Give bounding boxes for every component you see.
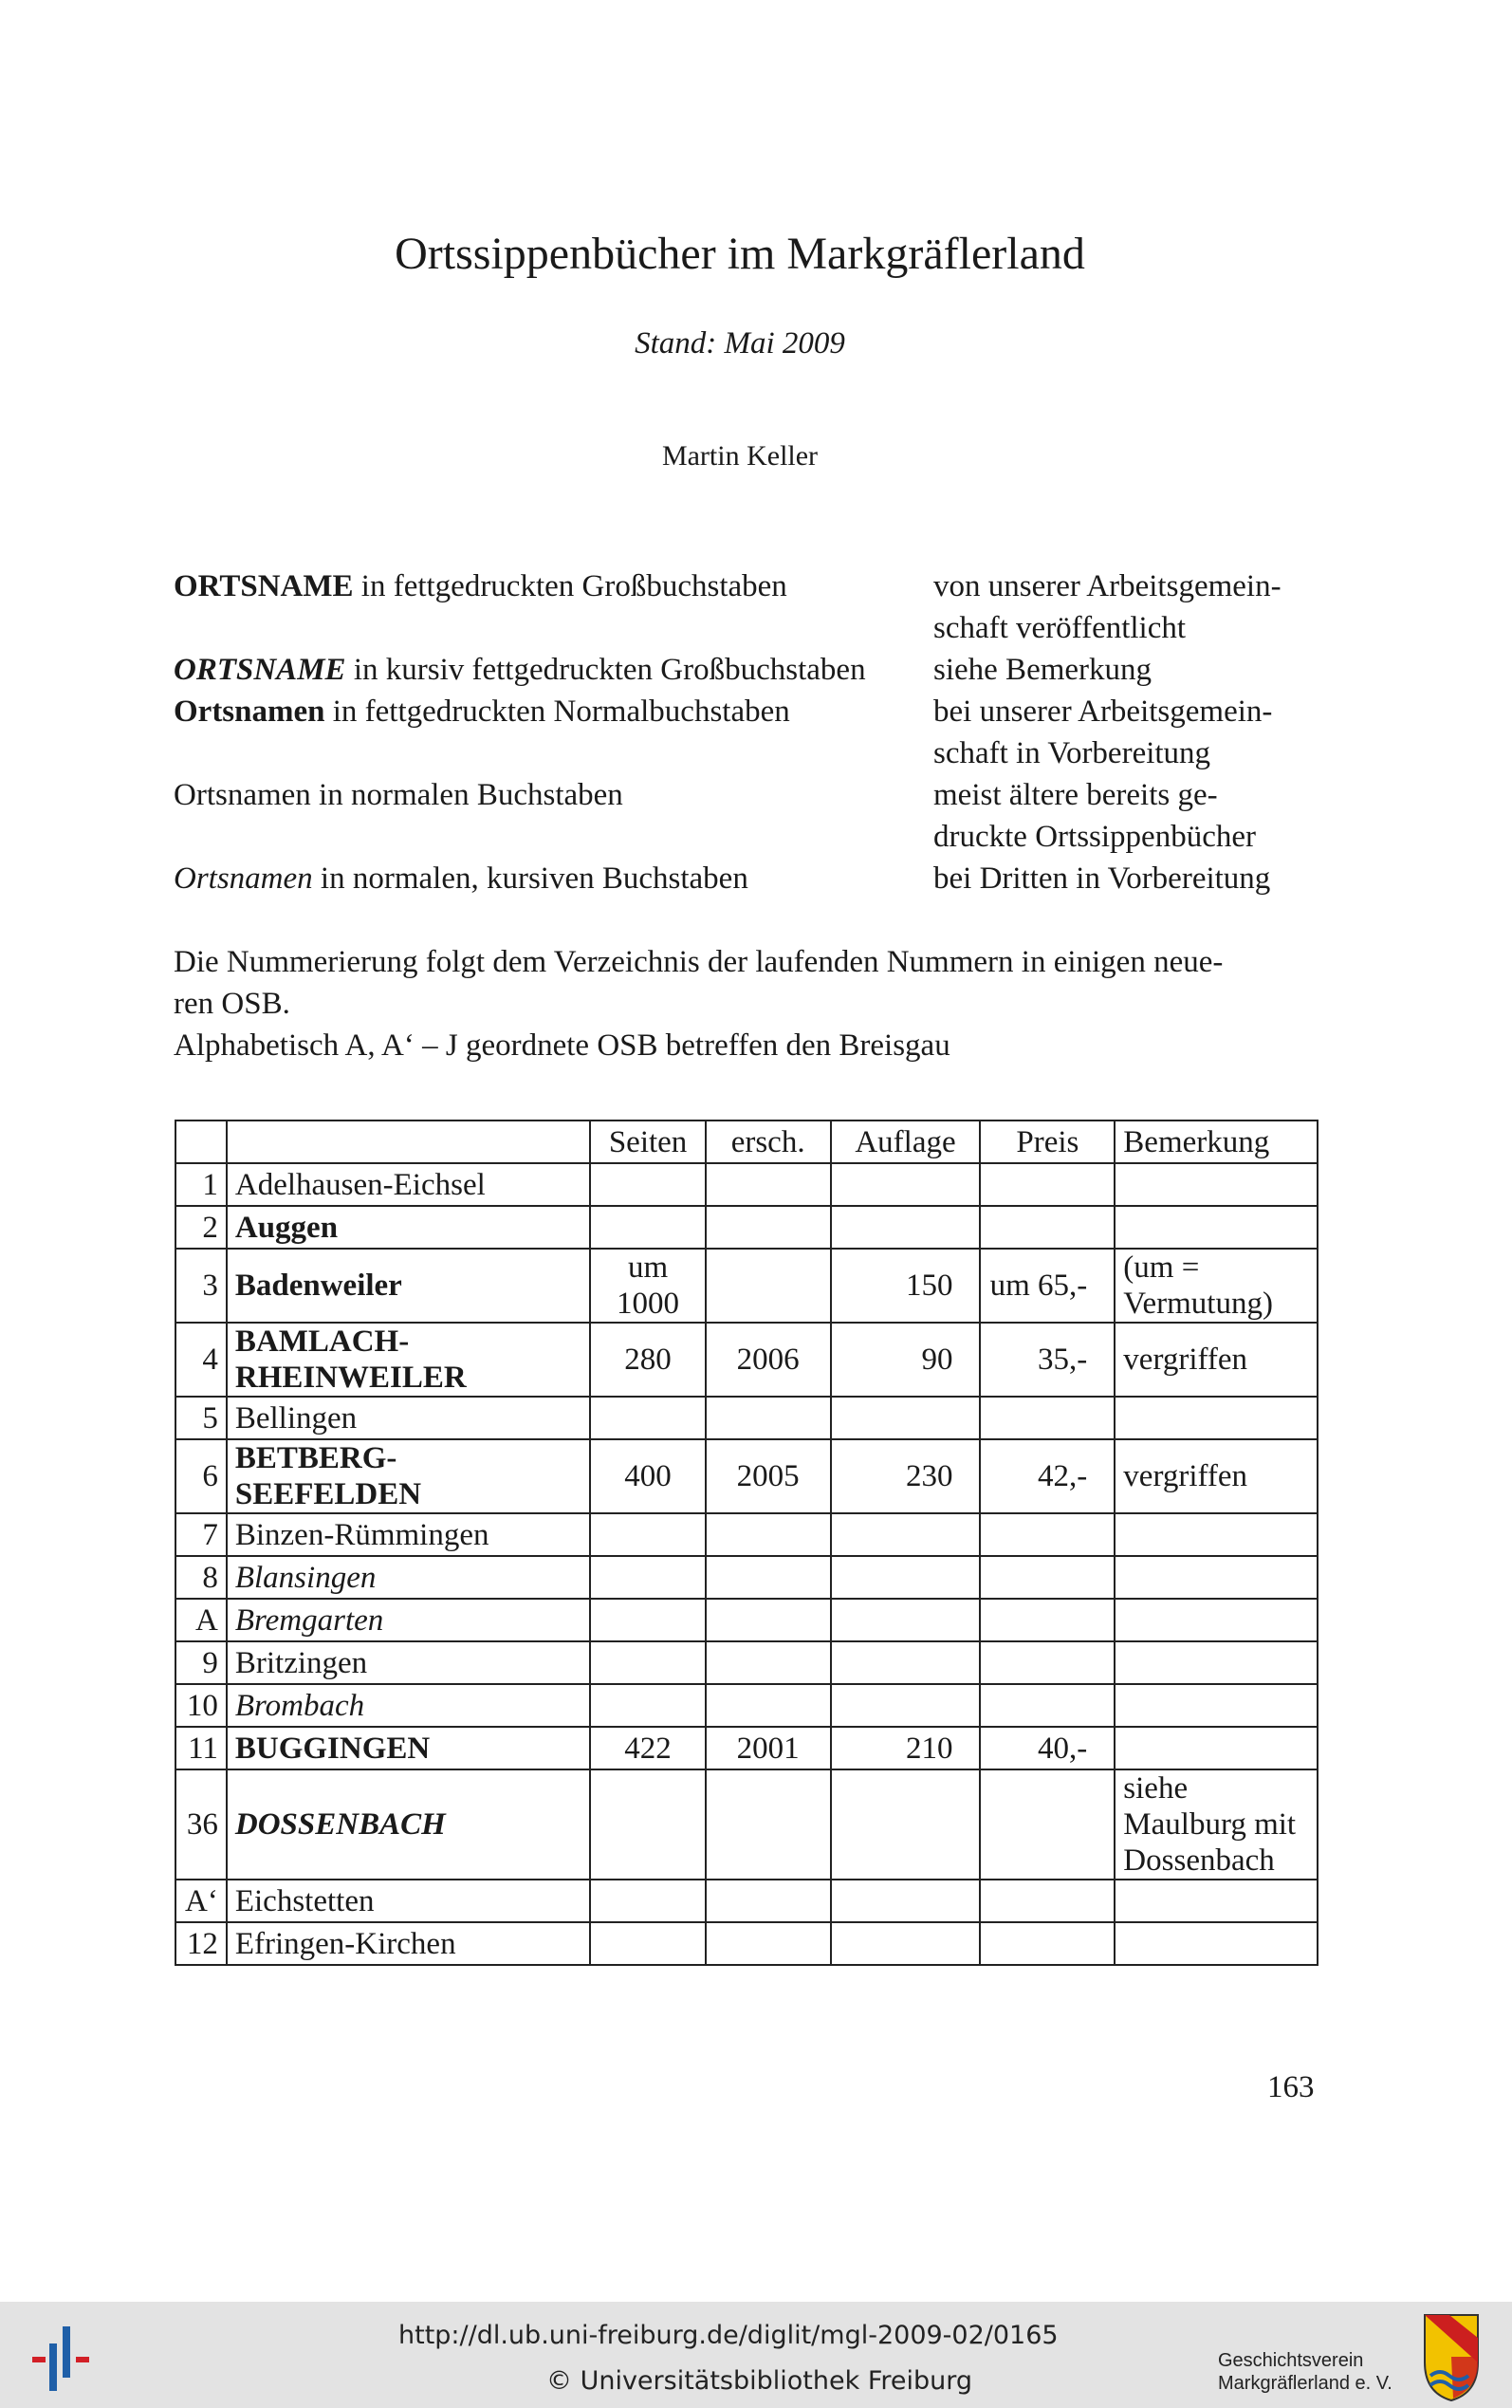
seiten-cell: 422 bbox=[590, 1727, 705, 1769]
preis-cell bbox=[980, 1880, 1115, 1922]
ersch-cell bbox=[706, 1556, 831, 1599]
page-number: 163 bbox=[1267, 2070, 1315, 2104]
ersch-cell bbox=[706, 1249, 831, 1323]
auflage-cell bbox=[831, 1599, 981, 1641]
auflage-cell: 210 bbox=[831, 1727, 981, 1769]
crest-icon bbox=[1421, 2309, 1482, 2404]
table-row bbox=[175, 1599, 1318, 1641]
row-number: 5 bbox=[175, 1397, 227, 1439]
legend-text: in fettgedruckten Normalbuchstaben bbox=[324, 695, 790, 729]
seiten-cell bbox=[590, 1163, 705, 1206]
ersch-cell bbox=[706, 1206, 831, 1249]
table-row bbox=[175, 1513, 1318, 1556]
header-preis: Preis bbox=[980, 1121, 1115, 1163]
auflage-cell bbox=[831, 1513, 981, 1556]
auflage-cell: 230 bbox=[831, 1439, 981, 1513]
preis-cell bbox=[980, 1922, 1115, 1965]
place-name: Brombach bbox=[227, 1684, 590, 1727]
place-name: Auggen bbox=[227, 1206, 590, 1249]
auflage-cell bbox=[831, 1922, 981, 1965]
table-row bbox=[175, 1769, 1318, 1880]
table-row bbox=[175, 1206, 1318, 1249]
place-name: Binzen-Rümmingen bbox=[227, 1513, 590, 1556]
row-number: 4 bbox=[175, 1323, 227, 1397]
table-row bbox=[175, 1641, 1318, 1684]
auflage-cell bbox=[831, 1684, 981, 1727]
table-row bbox=[175, 1880, 1318, 1922]
bemerkung-cell bbox=[1115, 1922, 1318, 1965]
table-row bbox=[175, 1163, 1318, 1206]
seiten-cell bbox=[590, 1769, 705, 1880]
bemerkung-cell bbox=[1115, 1513, 1318, 1556]
auflage-cell bbox=[831, 1397, 981, 1439]
seiten-cell bbox=[590, 1599, 705, 1641]
preis-cell bbox=[980, 1163, 1115, 1206]
row-number: 2 bbox=[175, 1206, 227, 1249]
bemerkung-cell bbox=[1115, 1880, 1318, 1922]
seiten-cell bbox=[590, 1556, 705, 1599]
preis-cell bbox=[980, 1206, 1115, 1249]
legend-row-1-left bbox=[174, 565, 787, 607]
place-name: Badenweiler bbox=[227, 1249, 590, 1323]
bemerkung-cell: (um = Vermutung) bbox=[1115, 1249, 1318, 1323]
ersch-cell bbox=[706, 1163, 831, 1206]
preis-cell: 40,- bbox=[980, 1727, 1115, 1769]
numbering-note-line-2: ren OSB. bbox=[174, 987, 290, 1021]
preis-cell bbox=[980, 1641, 1115, 1684]
ersch-cell bbox=[706, 1397, 831, 1439]
place-name: Britzingen bbox=[227, 1641, 590, 1684]
preis-cell: 42,- bbox=[980, 1439, 1115, 1513]
auflage-cell bbox=[831, 1206, 981, 1249]
bemerkung-cell: siehe Maulburg mit Dossenbach bbox=[1115, 1769, 1318, 1880]
row-number: 1 bbox=[175, 1163, 227, 1206]
auflage-cell: 150 bbox=[831, 1249, 981, 1323]
bemerkung-cell bbox=[1115, 1397, 1318, 1439]
row-number: 6 bbox=[175, 1439, 227, 1513]
place-name: Adelhausen-Eichsel bbox=[227, 1163, 590, 1206]
preis-cell bbox=[980, 1397, 1115, 1439]
auflage-cell bbox=[831, 1880, 981, 1922]
osb-table bbox=[175, 1120, 1318, 1966]
page-title: Ortssippenbücher im Markgräflerland bbox=[395, 229, 1085, 279]
row-number: A bbox=[175, 1599, 227, 1641]
ersch-cell bbox=[706, 1641, 831, 1684]
ersch-cell bbox=[706, 1880, 831, 1922]
legend-row-3-right-b: schaft in Vorbereitung bbox=[933, 736, 1211, 770]
place-name: Bremgarten bbox=[227, 1599, 590, 1641]
ersch-cell bbox=[706, 1513, 831, 1556]
bemerkung-cell bbox=[1115, 1206, 1318, 1249]
place-name: Efringen-Kirchen bbox=[227, 1922, 590, 1965]
society-line-1: Geschichtsverein bbox=[1218, 2350, 1364, 2371]
auflage-cell bbox=[831, 1556, 981, 1599]
legend-row-4-right-a: meist ältere bereits ge- bbox=[933, 778, 1218, 812]
header-seiten: Seiten bbox=[590, 1121, 705, 1163]
auflage-cell bbox=[831, 1641, 981, 1684]
legend-row-3-left bbox=[174, 691, 790, 732]
seiten-cell bbox=[590, 1641, 705, 1684]
ersch-cell bbox=[706, 1599, 831, 1641]
table-header-row bbox=[175, 1121, 1318, 1163]
place-name: Eichstetten bbox=[227, 1880, 590, 1922]
bemerkung-cell: vergriffen bbox=[1115, 1323, 1318, 1397]
source-url[interactable]: http://dl.ub.uni-freiburg.de/diglit/mgl-2009-02/0165 bbox=[398, 2321, 1059, 2350]
legend-row-4-right-b: druckte Ortssippenbücher bbox=[933, 820, 1256, 854]
place-name: BUGGINGEN bbox=[227, 1727, 590, 1769]
auflage-cell: 90 bbox=[831, 1323, 981, 1397]
table-row bbox=[175, 1922, 1318, 1965]
seiten-cell bbox=[590, 1206, 705, 1249]
seiten-cell: 400 bbox=[590, 1439, 705, 1513]
row-number: 36 bbox=[175, 1769, 227, 1880]
stand-date: Stand: Mai 2009 bbox=[635, 326, 845, 361]
legend-row-4-left: Ortsnamen in normalen Buchstaben bbox=[174, 778, 623, 812]
legend-italic-term: Ortsnamen bbox=[174, 861, 313, 896]
legend-text: in kursiv fettgedruckten Großbuchstaben bbox=[345, 653, 866, 687]
seiten-cell bbox=[590, 1880, 705, 1922]
seiten-cell bbox=[590, 1684, 705, 1727]
seiten-cell bbox=[590, 1397, 705, 1439]
legend-row-5-right: bei Dritten in Vorbereitung bbox=[933, 861, 1271, 896]
legend-text: in fettgedruckten Großbuchstaben bbox=[353, 569, 787, 603]
auflage-cell bbox=[831, 1163, 981, 1206]
row-number: 7 bbox=[175, 1513, 227, 1556]
preis-cell bbox=[980, 1769, 1115, 1880]
bemerkung-cell: vergriffen bbox=[1115, 1439, 1318, 1513]
row-number: 10 bbox=[175, 1684, 227, 1727]
bemerkung-cell bbox=[1115, 1599, 1318, 1641]
preis-cell: 35,- bbox=[980, 1323, 1115, 1397]
row-number: 9 bbox=[175, 1641, 227, 1684]
legend-bold-term: Ortsnamen bbox=[174, 695, 325, 729]
bemerkung-cell bbox=[1115, 1556, 1318, 1599]
bemerkung-cell bbox=[1115, 1163, 1318, 1206]
bemerkung-cell bbox=[1115, 1641, 1318, 1684]
table-row bbox=[175, 1684, 1318, 1727]
table-row bbox=[175, 1249, 1318, 1323]
ersch-cell bbox=[706, 1922, 831, 1965]
place-name: Blansingen bbox=[227, 1556, 590, 1599]
row-number: 3 bbox=[175, 1249, 227, 1323]
place-name: DOSSENBACH bbox=[227, 1769, 590, 1880]
header-name bbox=[227, 1121, 590, 1163]
legend-text: in normalen, kursiven Buchstaben bbox=[312, 861, 748, 896]
place-name: Bellingen bbox=[227, 1397, 590, 1439]
legend-bolditalic-term: ORTSNAME bbox=[174, 653, 346, 687]
row-number: 8 bbox=[175, 1556, 227, 1599]
ersch-cell bbox=[706, 1769, 831, 1880]
ersch-cell: 2006 bbox=[706, 1323, 831, 1397]
table-row bbox=[175, 1323, 1318, 1397]
ersch-cell: 2005 bbox=[706, 1439, 831, 1513]
header-auflage: Auflage bbox=[831, 1121, 981, 1163]
row-number: 11 bbox=[175, 1727, 227, 1769]
legend-row-1-right-a: von unserer Arbeitsgemein- bbox=[933, 569, 1282, 603]
legend-row-2-left bbox=[174, 649, 866, 691]
preis-cell: um 65,- bbox=[980, 1249, 1115, 1323]
seiten-cell bbox=[590, 1513, 705, 1556]
numbering-note-line-1: Die Nummerierung folgt dem Verzeichnis der laufenden Nummern in einigen neue- bbox=[174, 945, 1224, 979]
preis-cell bbox=[980, 1599, 1115, 1641]
copyright: © Universitätsbibliothek Freiburg bbox=[546, 2366, 973, 2396]
ersch-cell bbox=[706, 1684, 831, 1727]
society-line-2: Markgräflerland e. V. bbox=[1218, 2373, 1392, 2394]
legend-row-2-right: siehe Bemerkung bbox=[933, 653, 1152, 687]
place-name: BAMLACH-RHEINWEILER bbox=[227, 1323, 590, 1397]
alphabetic-note: Alphabetisch A, A‘ – J geordnete OSB betreffen den Breisgau bbox=[174, 1028, 950, 1063]
header-num bbox=[175, 1121, 227, 1163]
legend-row-3-right-a: bei unserer Arbeitsgemein- bbox=[933, 695, 1273, 729]
seiten-cell bbox=[590, 1922, 705, 1965]
ub-logo-icon bbox=[28, 2323, 104, 2399]
society-name bbox=[1218, 2349, 1392, 2395]
legend-row-1-right-b: schaft veröffentlicht bbox=[933, 611, 1187, 645]
row-number: 12 bbox=[175, 1922, 227, 1965]
bemerkung-cell bbox=[1115, 1727, 1318, 1769]
author: Martin Keller bbox=[661, 440, 819, 472]
seiten-cell: um 1000 bbox=[590, 1249, 705, 1323]
header-ersch: ersch. bbox=[706, 1121, 831, 1163]
place-name: BETBERG-SEEFELDEN bbox=[227, 1439, 590, 1513]
legend-bold-term: ORTSNAME bbox=[174, 569, 354, 603]
header-bemerkung: Bemerkung bbox=[1115, 1121, 1318, 1163]
legend-row-5-left bbox=[174, 858, 748, 899]
row-number: A‘ bbox=[175, 1880, 227, 1922]
table-row bbox=[175, 1439, 1318, 1513]
preis-cell bbox=[980, 1513, 1115, 1556]
table-row bbox=[175, 1397, 1318, 1439]
preis-cell bbox=[980, 1556, 1115, 1599]
auflage-cell bbox=[831, 1769, 981, 1880]
preis-cell bbox=[980, 1684, 1115, 1727]
table-row bbox=[175, 1727, 1318, 1769]
seiten-cell: 280 bbox=[590, 1323, 705, 1397]
bemerkung-cell bbox=[1115, 1684, 1318, 1727]
table-row bbox=[175, 1556, 1318, 1599]
ersch-cell: 2001 bbox=[706, 1727, 831, 1769]
